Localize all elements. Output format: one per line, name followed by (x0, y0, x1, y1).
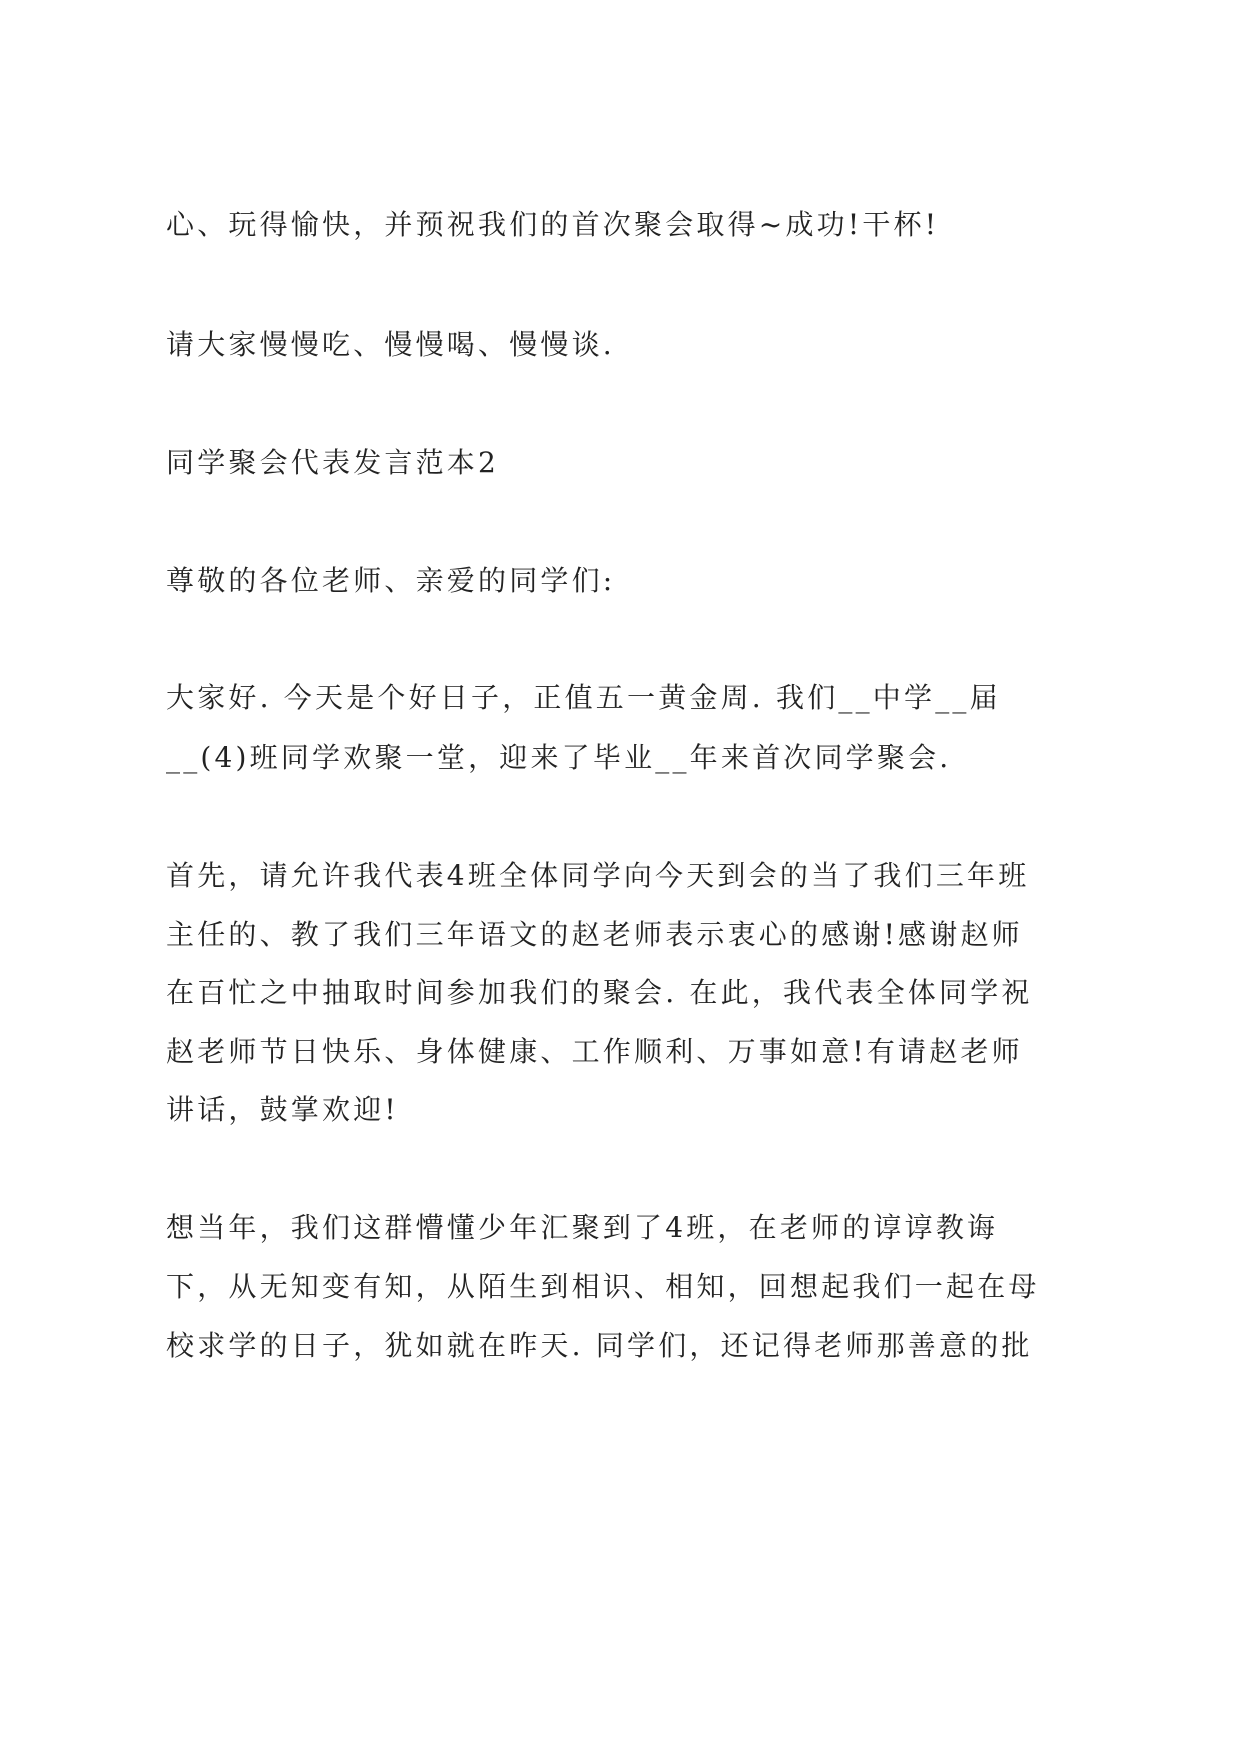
text-line: 校求学的日子，犹如就在昨天. 同学们，还记得老师那善意的批 (166, 1329, 1033, 1362)
text-line: 讲话，鼓掌欢迎! (166, 1093, 399, 1126)
text-line: 主任的、教了我们三年语文的赵老师表示衷心的感谢!感谢赵师 (166, 918, 1023, 951)
text-line: 赵老师节日快乐、身体健康、工作顺利、万事如意!有请赵老师 (166, 1035, 1023, 1068)
text-line: __(4)班同学欢聚一堂，迎来了毕业__年来首次同学聚会. (166, 741, 952, 774)
text-line: 下，从无知变有知，从陌生到相识、相知，回想起我们一起在母 (166, 1270, 1040, 1303)
text-line: 首先，请允许我代表4班全体同学向今天到会的当了我们三年班 (166, 859, 1030, 892)
text-line: 想当年，我们这群懵懂少年汇聚到了4班，在老师的谆谆教诲 (166, 1211, 999, 1244)
text-line: 请大家慢慢吃、慢慢喝、慢慢谈. (166, 328, 615, 361)
text-line: 大家好. 今天是个好日子，正值五一黄金周. 我们__中学__届 (166, 681, 1001, 714)
text-line: 在百忙之中抽取时间参加我们的聚会. 在此，我代表全体同学祝 (166, 976, 1033, 1009)
text-line: 心、玩得愉快，并预祝我们的首次聚会取得~成功!干杯! (166, 208, 940, 241)
salutation-line: 尊敬的各位老师、亲爱的同学们: (166, 564, 616, 597)
section-heading: 同学聚会代表发言范本2 (166, 446, 500, 479)
